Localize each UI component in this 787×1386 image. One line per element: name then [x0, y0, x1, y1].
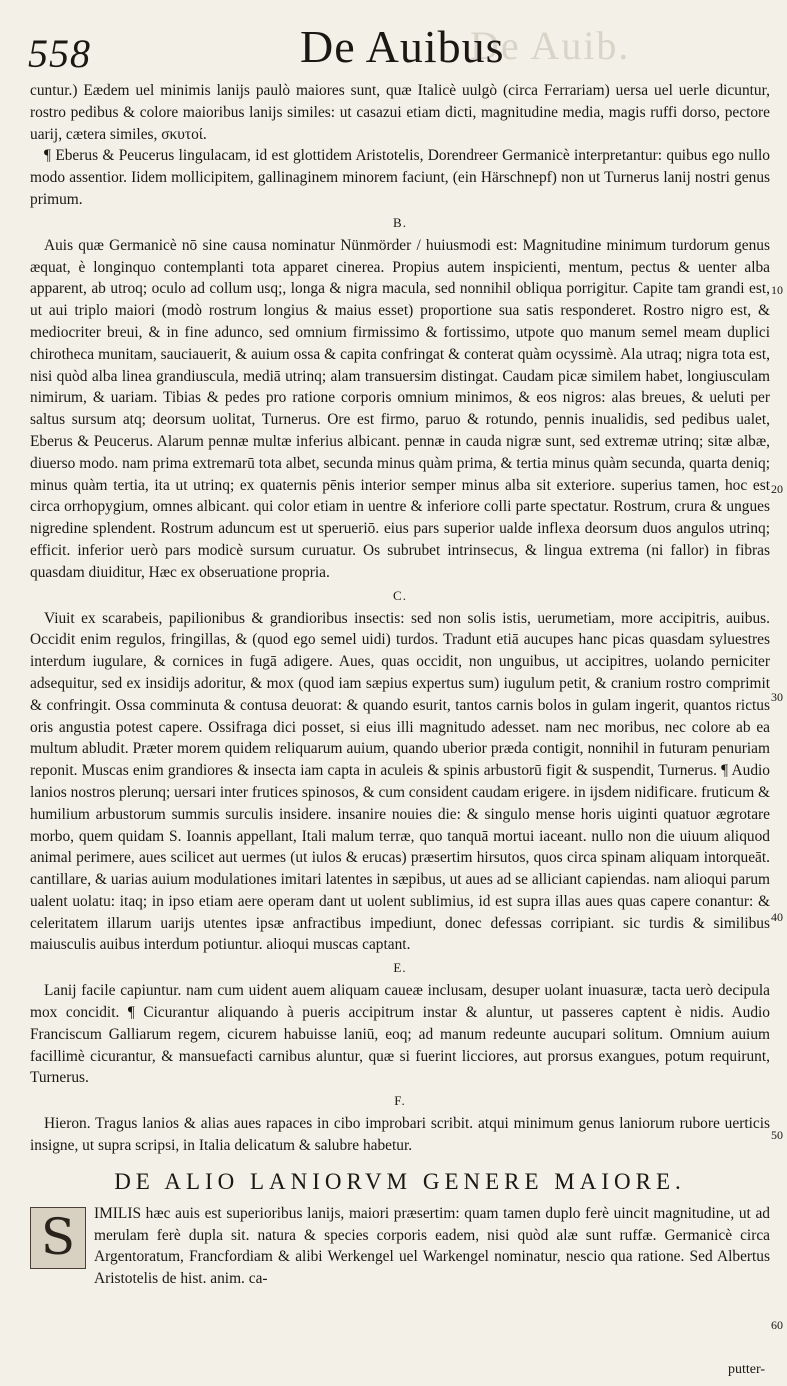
margin-line-number: 30 — [771, 690, 783, 704]
section-letter-f: F. — [394, 1093, 406, 1109]
margin-line-number: 10 — [771, 283, 783, 297]
section-letter-c: C. — [393, 587, 407, 603]
margin-line-number: 40 — [771, 910, 783, 924]
section-letter-e: E. — [393, 960, 407, 976]
drop-cap-initial: S — [30, 1207, 86, 1269]
main-text — [30, 80, 770, 1290]
paragraph-capture: Lanij facile capiuntur. nam cum uident auem aliquam caueæ inclusam, desuper uolant inuasuræ, tacta uerò decipula mox concidit. ¶ Cicurantur aliquando à pueris accipitrum instar & aluntur, ut passeres captent è nidis. Audio Franciscum Galliarum regem, cicurem habuisse laniū, eoq; ad manum redeunte aucupari solitum. Omnium auium facillimè cicurantur, & mansuefacti carnibus aluntur, quæ si fuerint licciores, aut prorsus exangues, potum requirunt, Turnerus. — [30, 982, 770, 1087]
section-letter-b: B. — [393, 214, 407, 230]
margin-line-number: 50 — [771, 1128, 783, 1142]
bleed-through-text: De Auib. — [470, 23, 631, 68]
running-head: De Auibus — [300, 21, 505, 72]
catchword: putter- — [727, 1362, 765, 1377]
margin-line-number: 20 — [771, 482, 783, 496]
paragraph-eberus: ¶ Eberus & Peucerus lingulacam, id est glottidem Aristotelis, Dorendreer Germanicè interpretantur: quibus ego nullo modo assentior. Iidem mollicipitem, gallinaginem minorem faciunt, (ein Härschnepf) non ut Turnerus lanij nostri genus primum. — [30, 147, 770, 208]
margin-line-number: 60 — [771, 1318, 783, 1332]
paragraph-similis: IMILIS hæc auis est superioribus lanijs, maiori præsertim: quam tamen duplo ferè uincit magnitudine, ut ad merulam ferè dupla sit. natura & species corporis eadem, nisi quòd alæ sunt ruffæ. Germanicè circa Argentoratum, Francfordiam & alibi Werkengel uel Warkengel nominatur, nescio qua ratione. Sed Albertus Aristotelis de hist. anim. ca- — [94, 1204, 770, 1288]
chapter-title: DE ALIO LANIORVM GENERE MAIORE. — [114, 1168, 686, 1194]
paragraph-continuation: cuntur.) Eædem uel minimis lanijs paulò maiores sunt, quæ Italicè uulgò (circa Ferrariam) uersa uel uerle dicuntur, rostro pedibus & colore maioribus lanijs similes: ut casazui etiam dicti, magnitudine media, magis ruffi dorso, pectore uarij, cætera similes, σκυτοί. — [30, 82, 770, 143]
paragraph-habits: Viuit ex scarabeis, papilionibus & grandioribus insectis: sed non solis istis, uerumetiam, more accipitris, auibus. Occidit enim regulos, fringillas, & (quod ego semel uidi) turdos. Tradunt etiā aucupes hanc picas quasdam syluestres interdum iugulare, & cornices in fugā adigere. Aues, quas occidit, non unguibus, ut accipitres, uolando perniciter adsequitur, sed ex insidijs adoritur, & mox (quod iam sæpius expertus sum) iugulum petit, & cranium rostro comprimit & confringit. Ossa comminuta & contusa deuorat: & quando esurit, tantos carnis bolos in gulam ingerit, quantos rictus oris angustia potest capere. Ossifraga dici posset, si eius illi magnitudo adesset. nam nec moribus, nec colore ab ea multum abludit. Præter morem quidem reliquarum auium, quando uberior præda contigit, nonnihil in futuram penuriam reponit. Muscas enim grandiores & insecta iam capta in aculeis & spinis arbustorū figit & suspendit, Turnerus. ¶ Audio lanios nostros plerunq; uersari inter frutices spinosos, & cum consident caudam erigere. in ijsdem nidificare. fruticum & humilium arbustorum summis surculis insidere. insanire nouies die: & singulo mense horis uiginti quatuor ægrotare morbo, quem quidam S. Ioannis appellant, Itali malum terræ, quo tanquā mortui iaceant. nullo non die uiuum aliquod animal perimere, aues scilicet aut uermes (ut iulos & erucas) præsertim hirsutos, quos circa spinam aliquam intorqueāt. cantillare, & uarias auium modulationes imitari latentes in sæpibus, ut aues ad se alliciant capiendas. nam alioqui parum ualent uolatu: itaq; in ipso etiam aere operam dant ut uolent sublimius, id est supra illas aues quas capere conantur: & celeritatem illarum uarijs utentes ipsæ anfractibus impediunt, donec defessas corripiant. sic turdis & similibus maiusculis auibus interdum potiuntur. alioqui muscas captant. — [30, 609, 770, 954]
paragraph-tragus: Hieron. Tragus lanios & alias aues rapaces in cibo improbari scribit. atqui minimum genus laniorum rubore uerticis insigne, ut supra scripsi, in Italia delicatum & salubre habetur. — [30, 1115, 770, 1155]
chapter-opening — [30, 1203, 770, 1290]
paragraph-description: Auis quæ Germanicè nō sine causa nominatur Nünmörder / huiusmodi est: Magnitudine minimum turdorum genus æquat, è longinquo contemplanti tota apparet cinerea. Propius autem inspicienti, mentum, pectus & uenter alba apparent, ab utroq; oculo ad collum usq;, longa & nigra macula, sed nonnihil obliqua porrigitur. Capite tam grandi est, ut aui triplo maiori (modò rostrum longius & maius esset) proportione sua satis responderet. Rostro nigro est, & mediocriter breui, & in fine adunco, sed omnium firmissimo & fortissimo, utpote quo manum semel meam duplici chirotheca munitam, sauciauerit, & auium ossa & capita confringat & conterat quàm ocyssimè. Ala utraq; nigra tota est, nisi quòd alba linea grandiuscula, mediā utrinq; alam transuersim distingat. Caudam picæ similem habet, longiusculam nimirum, & uariam. Tibias & pedes pro ratione corporis omnium minimos, & eos nigros: alas breues, & ueluti per saltus sursum atq; deorsum uolitat, Turnerus. Ore est firmo, paruo & rotundo, pennis inualidis, sed pedibus ualet, Eberus & Peucerus. Alarum pennæ multæ inferius albicant. pennæ in cauda nigræ sunt, sed extremæ utrinq; sitæ albæ, diuerso modo. nam prima extremarū tota albet, secunda minus quàm prima, & tertia minus quàm secunda, quarta deniq; minus quàm tertia, ita ut utrinq; ex quaternis pēnis interior semper minus alba sit exteriore. superius tamen, hoc est circa orrhopygium, omnes albicant. qui color etiam in uentre & inferiore colli parte spectatur. Rostrum, crura & ungues nigredine splendent. Rostrum aduncum est ut sperueriō. eius pars superior ualde inflexa deorsum duos angulos utrinq; efficit. inferior uerò pars modicè sursum curuatur. Os subrubet intrinsecus, & lingua extrema (ni fallor) in fibras quasdam diuiditur, Hæc ex obseruatione propria. — [30, 236, 770, 581]
page-number: 558 — [28, 31, 91, 76]
